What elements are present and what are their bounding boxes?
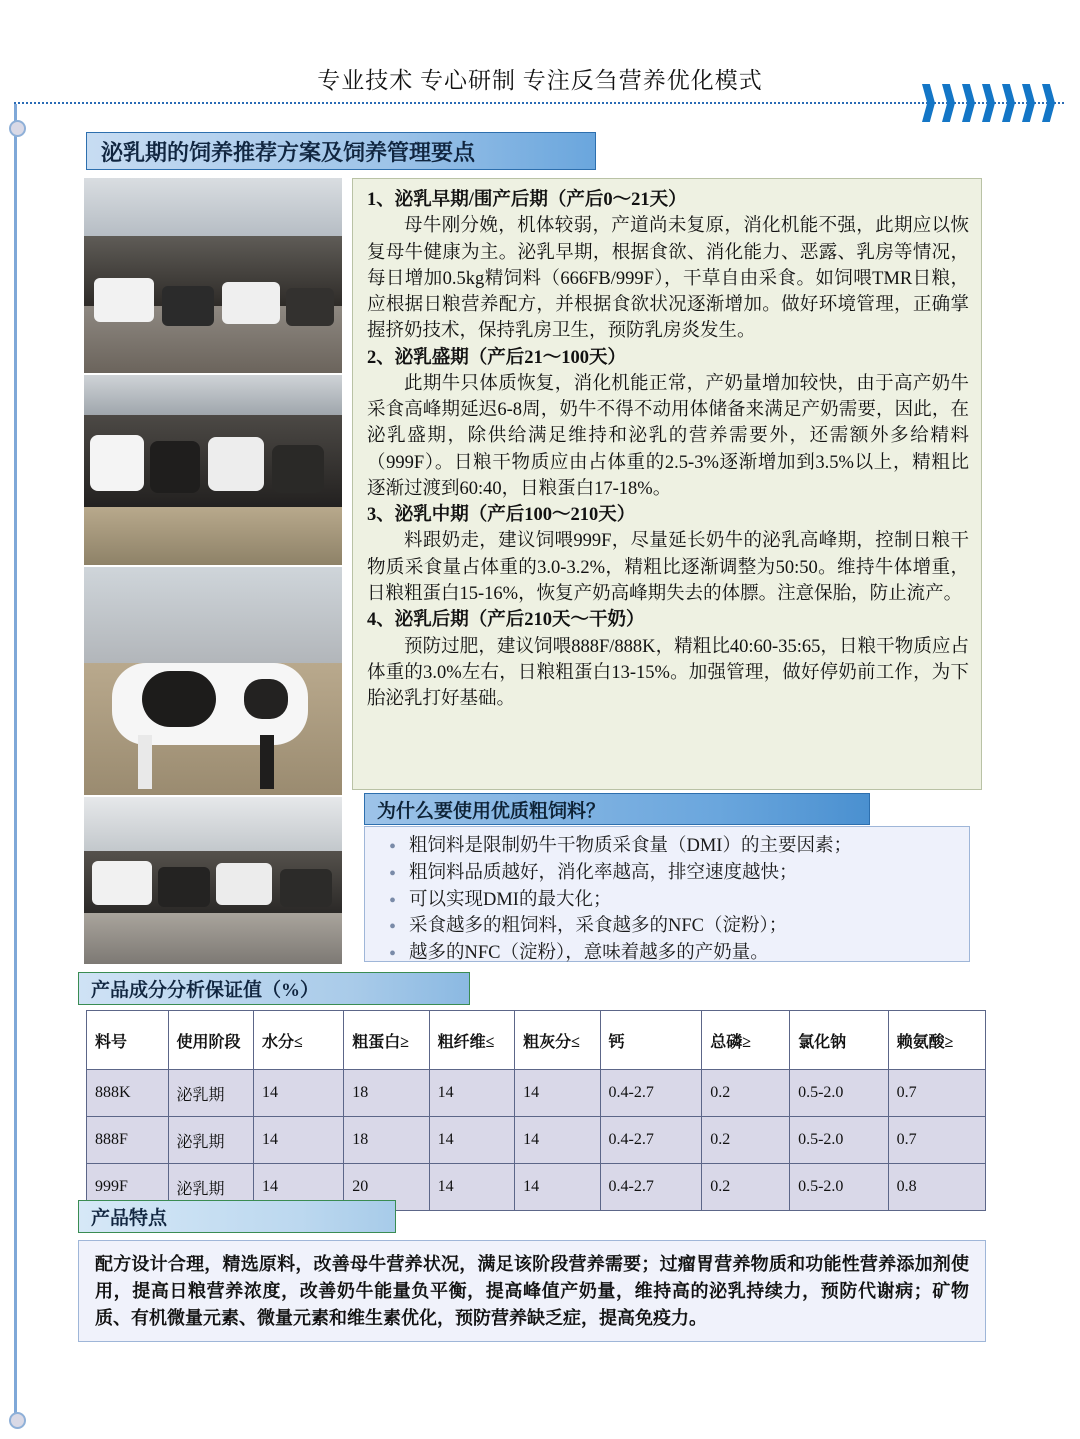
cell: 泌乳期 (168, 1164, 253, 1211)
product-features-text: 配方设计合理，精选原料，改善母牛营养状况，满足该阶段营养需要；过瘤胃营养物质和功能性营养添加剂使用，提高日粮营养浓度，改善奶牛能量负平衡，提高峰值产奶量，维持高的泌乳持续力，预防代谢病；矿物质、有机微量元素、微量元素和维生素优化，预防营养缺乏症，提高免疫力。 (78, 1240, 986, 1342)
section-title-forage-quality: 为什么要使用优质粗饲料？ (364, 793, 870, 825)
left-accent-dot (9, 120, 26, 137)
chevron-icon (1002, 84, 1015, 122)
section-title-product-features: 产品特点 (78, 1200, 396, 1233)
cell: 14 (429, 1070, 514, 1117)
cell: 14 (429, 1164, 514, 1211)
column-header: 料号 (87, 1011, 169, 1070)
chevron-icon (1022, 84, 1035, 122)
cell: 14 (253, 1164, 343, 1211)
column-header: 氯化钠 (790, 1011, 888, 1070)
stage-body: 预防过肥，建议饲喂888F/888K，精粗比40:60-35:65，日粮干物质应占体重的3.0%左右，日粮粗蛋白13-15%。加强管理，做好停奶前工作，为下胎泌乳打好基础。 (367, 636, 969, 710)
cell: 14 (253, 1070, 343, 1117)
cell: 0.2 (702, 1070, 790, 1117)
cell: 泌乳期 (168, 1117, 253, 1164)
cell: 888K (87, 1070, 169, 1117)
list-item: • 可以实现DMI的最大化； (409, 887, 959, 914)
stage-body: 母牛刚分娩，机体较弱，产道尚未复原，消化机能不强，此期应以恢复母牛健康为主。泌乳早期，根据食欲、消化能力、恶露、乳房等情况，每日增加0.5kg精饲料（666FB/999F），干草自由采食。如饲喂TMR日粮，应根据日粮营养配方，并根据食欲状况逐渐增加。做好环境管理，正确掌握挤奶技术，保持乳房卫生，预防乳房炎发生。 (367, 216, 969, 342)
cell: 0.4-2.7 (600, 1070, 702, 1117)
cell: 0.5-2.0 (790, 1117, 888, 1164)
cell: 888F (87, 1117, 169, 1164)
column-header: 水分≤ (253, 1011, 343, 1070)
column-header: 粗纤维≤ (429, 1011, 514, 1070)
list-item: • 粗饲料品质越好，消化率越高，排空速度越快； (409, 860, 959, 887)
column-header: 粗蛋白≥ (344, 1011, 429, 1070)
stage-heading: 2、泌乳盛期（产后21～100天） (367, 347, 627, 368)
cell: 0.4-2.7 (600, 1164, 702, 1211)
cell: 0.5-2.0 (790, 1070, 888, 1117)
cell: 14 (515, 1164, 600, 1211)
cell: 14 (515, 1117, 600, 1164)
column-header: 粗灰分≤ (515, 1011, 600, 1070)
cell: 0.8 (888, 1164, 985, 1211)
stage-heading: 1、泌乳早期/围产后期（产后0～21天） (367, 190, 687, 210)
photo-barn-feeding-row (84, 178, 342, 373)
cell: 0.2 (702, 1164, 790, 1211)
list-item: • 粗饲料是限制奶牛干物质采食量（DMI）的主要因素； (409, 833, 959, 860)
cell: 20 (344, 1164, 429, 1211)
chevron-icon (982, 84, 995, 122)
column-header: 赖氨酸≥ (888, 1011, 985, 1070)
page-header (0, 0, 1080, 104)
chevron-decoration (922, 84, 1070, 124)
column-header: 使用阶段 (168, 1011, 253, 1070)
photo-holstein-cow-side (84, 567, 342, 795)
stage-heading: 4、泌乳后期（产后210天～干奶） (367, 610, 645, 631)
cell: 14 (253, 1117, 343, 1164)
composition-table (86, 1010, 986, 1211)
stage-heading: 3、泌乳中期（产后100～210天） (367, 505, 636, 526)
chevron-icon (942, 84, 955, 122)
left-accent-dot (9, 1412, 26, 1429)
chevron-icon (922, 84, 935, 122)
table-header-row (87, 1011, 986, 1070)
photo-barn-alley-cows (84, 797, 342, 964)
cell: 0.5-2.0 (790, 1164, 888, 1211)
header-slogan: 专业技术 专心研制 专注反刍营养优化模式 (317, 68, 763, 93)
photo-cows-at-feed-bunk (84, 375, 342, 565)
lactation-stage-text (352, 178, 982, 790)
cell: 999F (87, 1164, 169, 1211)
chevron-icon (1042, 84, 1055, 122)
forage-benefits-list (364, 826, 970, 962)
cell: 14 (515, 1070, 600, 1117)
cell: 18 (344, 1070, 429, 1117)
cell: 0.4-2.7 (600, 1117, 702, 1164)
stage-body: 料跟奶走，建议饲喂999F，尽量延长奶牛的泌乳高峰期，控制日粮干物质采食量占体重的3.0-3.2%，精粗比逐渐调整为50:50。维持牛体增重，日粮粗蛋白15-16%，恢复产奶高峰期失去的体膘。注意保胎，防止流产。 (367, 531, 969, 604)
cell: 0.2 (702, 1117, 790, 1164)
cell: 泌乳期 (168, 1070, 253, 1117)
column-header: 钙 (600, 1011, 702, 1070)
cell: 18 (344, 1117, 429, 1164)
section-title-lactation-plan: 泌乳期的饲养推荐方案及饲养管理要点 (86, 132, 596, 170)
left-accent-bar (14, 104, 17, 1424)
table-row (87, 1070, 986, 1117)
section-title-composition-table: 产品成分分析保证值（%） (78, 972, 470, 1005)
list-item: • 越多的NFC（淀粉），意味着越多的产奶量。 (409, 940, 959, 967)
header-divider (14, 102, 1064, 104)
table-row (87, 1117, 986, 1164)
cell: 0.7 (888, 1117, 985, 1164)
cell: 14 (429, 1117, 514, 1164)
cell: 0.7 (888, 1070, 985, 1117)
column-header: 总磷≥ (702, 1011, 790, 1070)
stage-body: 此期牛只体质恢复，消化机能正常，产奶量增加较快，由于高产奶牛采食高峰期延迟6-8周，奶牛不得不动用体储备来满足产奶需要，因此，在泌乳盛期，除供给满足维持和泌乳的营养需要外，还需额外多给精料（999F）。日粮干物质应由占体重的2.5-3%逐渐增加到3.5%以上，精粗比逐渐过渡到60:40，日粮蛋白17-18%。 (367, 373, 969, 499)
list-item: • 采食越多的粗饲料，采食越多的NFC（淀粉）； (409, 913, 959, 940)
chevron-icon (962, 84, 975, 122)
